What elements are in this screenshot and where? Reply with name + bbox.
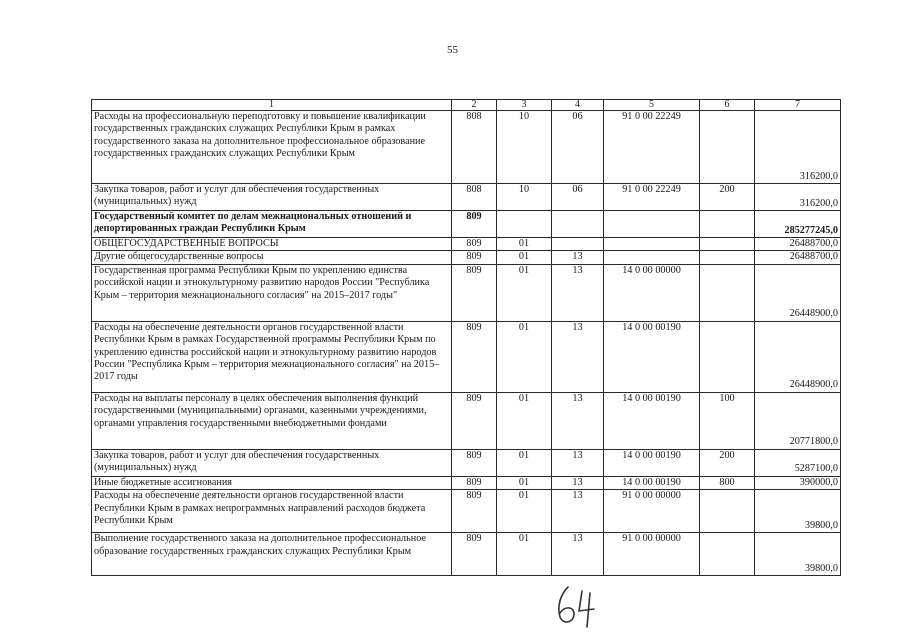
row-target-article: 14 0 00 00190 [604, 449, 700, 476]
row-subsection-code: 13 [552, 490, 604, 533]
row-section-code: 10 [497, 111, 552, 184]
row-subsection-code [552, 238, 604, 251]
row-target-article: 14 0 00 00190 [604, 392, 700, 449]
row-ministry-code: 809 [452, 211, 497, 238]
row-expense-type [700, 533, 755, 576]
row-section-code: 01 [497, 449, 552, 476]
row-section-code: 01 [497, 321, 552, 392]
row-subsection-code: 13 [552, 476, 604, 489]
row-target-article: 14 0 00 00000 [604, 264, 700, 321]
row-amount: 39800,0 [755, 533, 841, 576]
row-amount: 26448900,0 [755, 321, 841, 392]
row-expense-type [700, 238, 755, 251]
row-amount: 39800,0 [755, 490, 841, 533]
row-name-cell: Государственный комитет по делам межнациональных отношений и депортированных граждан Республики Крым [92, 211, 452, 238]
table-row [92, 533, 841, 576]
row-target-article: 91 0 00 22249 [604, 184, 700, 211]
row-subsection-code: 06 [552, 184, 604, 211]
row-name-cell: ОБЩЕГОСУДАРСТВЕННЫЕ ВОПРОСЫ [92, 238, 452, 251]
row-subsection-code: 13 [552, 264, 604, 321]
row-name-cell: Иные бюджетные ассигнования [92, 476, 452, 489]
table-row [92, 449, 841, 476]
row-name-cell: Выполнение государственного заказа на дополнительное профессиональное образование государственных гражданских служащих Республики Крым [92, 533, 452, 576]
row-subsection-code: 13 [552, 251, 604, 264]
row-amount: 26488700,0 [755, 251, 841, 264]
row-ministry-code: 809 [452, 238, 497, 251]
row-target-article: 91 0 00 00000 [604, 490, 700, 533]
row-amount: 26488700,0 [755, 238, 841, 251]
row-ministry-code: 809 [452, 490, 497, 533]
row-name-cell: Другие общегосударственные вопросы [92, 251, 452, 264]
row-ministry-code: 809 [452, 476, 497, 489]
table-header-row [92, 100, 841, 111]
row-section-code: 01 [497, 264, 552, 321]
row-amount: 5287100,0 [755, 449, 841, 476]
row-subsection-code: 13 [552, 392, 604, 449]
row-section-code [497, 211, 552, 238]
row-section-code: 01 [497, 238, 552, 251]
row-name-cell: Расходы на обеспечение деятельности органов государственной власти Республики Крым в рамках непрограммных направлений расходов бюджета Республики Крым [92, 490, 452, 533]
row-subsection-code: 06 [552, 111, 604, 184]
table-row [92, 490, 841, 533]
handwritten-page-number [552, 581, 612, 629]
row-name-cell: Закупка товаров, работ и услуг для обеспечения государственных (муниципальных) нужд [92, 184, 452, 211]
table-row [92, 264, 841, 321]
row-subsection-code: 13 [552, 449, 604, 476]
row-expense-type [700, 490, 755, 533]
row-expense-type [700, 321, 755, 392]
row-section-code: 01 [497, 251, 552, 264]
row-section-code: 01 [497, 490, 552, 533]
row-name-cell: Расходы на профессиональную переподготовку и повышение квалификации государственных гражданских служащих Республики Крым в рамках государственного заказа на дополнительное профессиональное образование государственных гражданских служащих Республики Крым [92, 111, 452, 184]
row-target-article [604, 238, 700, 251]
row-target-article [604, 211, 700, 238]
row-amount: 20771800,0 [755, 392, 841, 449]
row-target-article: 14 0 00 00190 [604, 476, 700, 489]
row-name-cell: Расходы на обеспечение деятельности органов государственной власти Республики Крым в рамках Государственной программы Республики Крым по укреплению единства российской нации и этнокультурному развитию народов России "Республика Крым – территория межнационального согласия" на 2015–2017 годы [92, 321, 452, 392]
row-name-cell: Государственная программа Республики Крым по укреплению единства российской нации и этнокультурному развитию народов России "Республика Крым – территория межнационального согласия" на 2015–2017 годы" [92, 264, 452, 321]
row-section-code: 01 [497, 476, 552, 489]
table-row [92, 238, 841, 251]
row-section-code: 01 [497, 533, 552, 576]
header-cell: 7 [755, 100, 841, 111]
budget-table [91, 99, 841, 576]
row-expense-type [700, 211, 755, 238]
row-ministry-code: 809 [452, 449, 497, 476]
header-cell: 4 [552, 100, 604, 111]
row-subsection-code: 13 [552, 321, 604, 392]
table-row [92, 211, 841, 238]
header-cell: 1 [92, 100, 452, 111]
table-row [92, 184, 841, 211]
row-ministry-code: 809 [452, 533, 497, 576]
table-row [92, 476, 841, 489]
row-ministry-code: 809 [452, 264, 497, 321]
row-amount: 390000,0 [755, 476, 841, 489]
row-expense-type: 200 [700, 449, 755, 476]
header-cell: 5 [604, 100, 700, 111]
row-name-cell: Расходы на выплаты персоналу в целях обеспечения выполнения функций государственными (муниципальными) органами, казенными учреждениями, органами управления государственными внебюджетными фондами [92, 392, 452, 449]
row-expense-type [700, 111, 755, 184]
table-row [92, 251, 841, 264]
row-expense-type: 200 [700, 184, 755, 211]
row-ministry-code: 809 [452, 251, 497, 264]
row-subsection-code: 13 [552, 533, 604, 576]
row-target-article: 14 0 00 00190 [604, 321, 700, 392]
table-row [92, 392, 841, 449]
row-amount: 26448900,0 [755, 264, 841, 321]
header-cell: 2 [452, 100, 497, 111]
row-ministry-code: 809 [452, 392, 497, 449]
row-name-cell: Закупка товаров, работ и услуг для обеспечения государственных (муниципальных) нужд [92, 449, 452, 476]
table-row [92, 111, 841, 184]
row-target-article: 91 0 00 22249 [604, 111, 700, 184]
header-cell: 6 [700, 100, 755, 111]
header-cell: 3 [497, 100, 552, 111]
row-target-article [604, 251, 700, 264]
row-subsection-code [552, 211, 604, 238]
row-section-code: 01 [497, 392, 552, 449]
row-expense-type: 100 [700, 392, 755, 449]
row-amount: 316200,0 [755, 184, 841, 211]
row-target-article: 91 0 00 00000 [604, 533, 700, 576]
page-number: 55 [447, 44, 458, 56]
row-ministry-code: 808 [452, 184, 497, 211]
row-expense-type [700, 264, 755, 321]
table-row [92, 321, 841, 392]
row-amount: 285277245,0 [755, 211, 841, 238]
row-section-code: 10 [497, 184, 552, 211]
row-amount: 316200,0 [755, 111, 841, 184]
row-expense-type: 800 [700, 476, 755, 489]
row-expense-type [700, 251, 755, 264]
row-ministry-code: 808 [452, 111, 497, 184]
row-ministry-code: 809 [452, 321, 497, 392]
